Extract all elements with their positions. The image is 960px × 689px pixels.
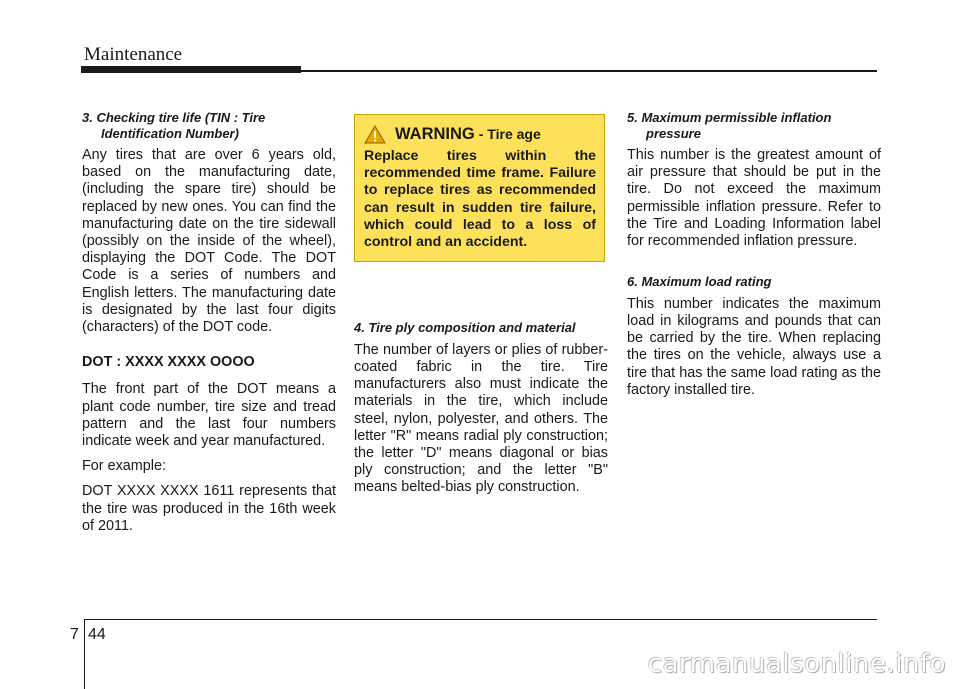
footer-rule — [134, 619, 877, 620]
warning-subtitle: - Tire age — [478, 125, 541, 142]
watermark: carmanualsonline.info — [647, 649, 946, 679]
heading-5-line2: pressure — [646, 125, 701, 141]
warning-header — [364, 125, 596, 144]
warning-body: Replace tires within the recommended time frame. Failure to replace tires as recommended can result in sudden tire failure, which could lead to a loss of control and an accident. — [364, 148, 596, 251]
column-2 — [354, 110, 608, 505]
dot-code: DOT : XXXX XXXX OOOO — [82, 354, 255, 371]
footer-rule-left — [84, 619, 134, 620]
section-heading-6: 6. Maximum load rating — [627, 274, 772, 290]
header-title: Maintenance — [84, 44, 183, 65]
page-number: 44 — [88, 626, 106, 643]
column-1 — [82, 110, 336, 543]
paragraph-inflation: This number is the greatest amount of air pressure that should be put in the tire. Do not exceed the maximum permissible inflation pressure. Refer to the Tire and Loading Information label for recommended inflation pressure. — [627, 147, 881, 250]
page-chapter-number: 7 — [70, 626, 79, 643]
paragraph-ply: The number of layers or plies of rubber-coated fabric in the tire. Tire manufacturers also must indicate the materials in the tire, which include steel, nylon, polyester, and others. The letter "R" means radial ply construction; the letter "D" means diagonal or bias ply construction; and the letter "B" means belted-bias ply construction. — [354, 341, 608, 496]
header-bar-thick — [81, 66, 301, 73]
paragraph-load: This number indicates the maximum load in kilograms and pounds that can be carried by the tire. When replacing the tires on the vehicle, always use a tire that has the same load rating as the factory installed tire. — [627, 295, 881, 398]
warning-label: WARNING — [395, 124, 475, 143]
warning-box — [354, 114, 605, 262]
column-3 — [627, 110, 881, 407]
heading-3-line1: 3. Checking tire life (TIN : Tire — [82, 110, 266, 125]
paragraph-example-label: For example: — [82, 458, 166, 475]
section-heading-4: 4. Tire ply composition and material — [354, 320, 576, 336]
header-bar-thin — [300, 70, 877, 72]
heading-5-line1: 5. Maximum permissible inflation — [627, 110, 832, 125]
warning-triangle-icon — [364, 125, 386, 144]
footer-divider — [84, 620, 85, 689]
paragraph-example: DOT XXXX XXXX 1611 represents that the tire was produced in the 16th week of 2011. — [82, 483, 336, 534]
section-heading-3 — [82, 110, 336, 141]
section-heading-5 — [627, 110, 881, 141]
heading-3-line2: Identification Number) — [101, 125, 239, 141]
paragraph-dot-meaning: The front part of the DOT means a plant code number, tire size and tread pattern and the last four numbers indicate week and year manufactured. — [82, 381, 336, 450]
paragraph-tire-age: Any tires that are over 6 years old, based on the manufacturing date, (including the spare tire) should be replaced by new ones. You can find the manufacturing date on the tire sidewall (possibly on the inside of the wheel), displaying the DOT Code. The DOT Code is a series of numbers and English letters. The manufacturing date is designated by the last four digits (characters) of the DOT code. — [82, 147, 336, 336]
